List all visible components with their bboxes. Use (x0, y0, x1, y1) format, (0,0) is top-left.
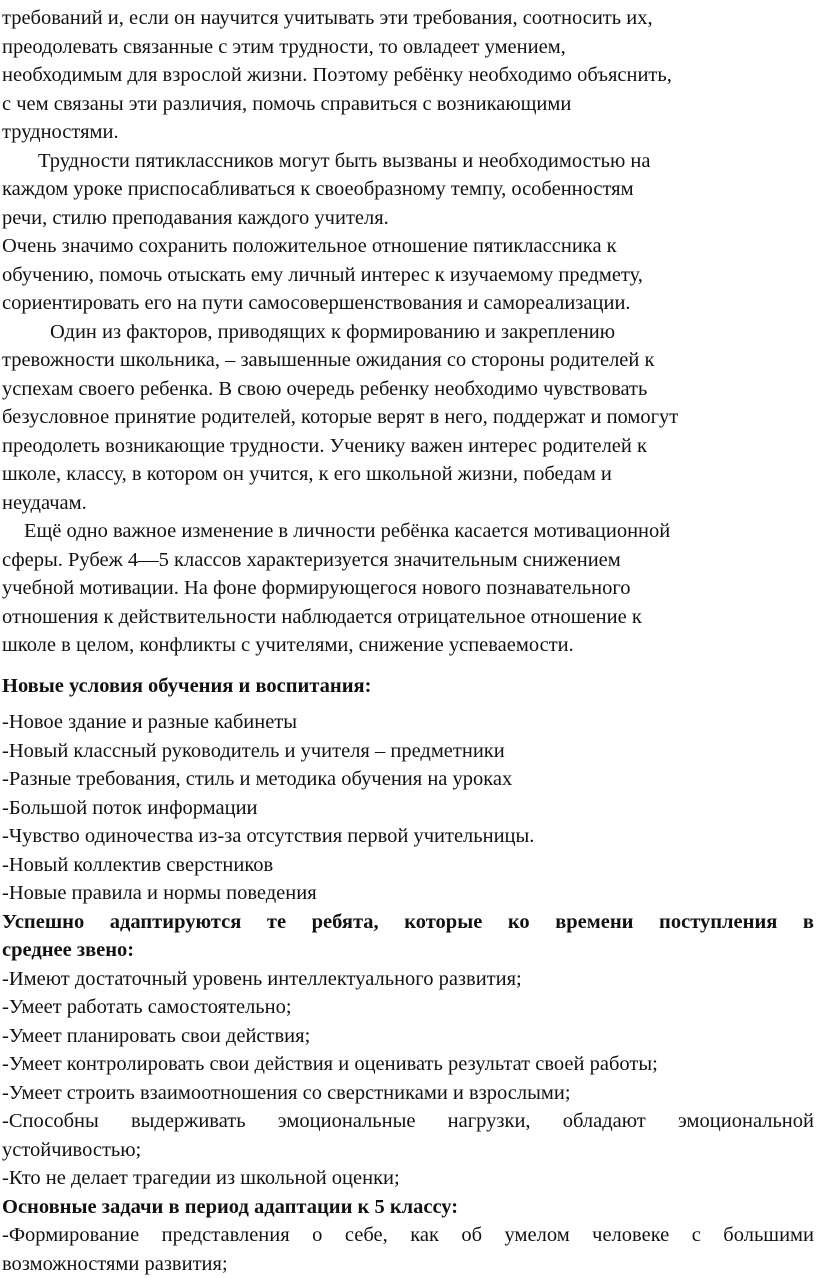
text-line: тревожности школьника, – завышенные ожидания со стороны родителей к (2, 346, 814, 375)
list-item: -Формирование представления о себе, как об умелом человеке с большими (2, 1221, 814, 1250)
text-line: школе, классу, в котором он учится, к его школьной жизни, победам и (2, 460, 814, 489)
list-item-continued: устойчивостью; (2, 1136, 814, 1165)
text-line: учебной мотивации. На фоне формирующегося нового познавательного (2, 574, 814, 603)
text-line: отношения к действительности наблюдается отрицательное отношение к (2, 603, 814, 632)
text-line: школе в целом, конфликты с учителями, снижение успеваемости. (2, 631, 814, 660)
paragraph-anxiety-factors (2, 318, 814, 518)
text-line: Трудности пятиклассников могут быть вызваны и необходимостью на (2, 147, 814, 176)
list-item: -Кто не делает трагедии из школьной оценки; (2, 1164, 814, 1193)
section-heading: Новые условия обучения и воспитания: (2, 672, 814, 701)
text-line: речи, стилю преподавания каждого учителя. (2, 204, 814, 233)
list-item: -Имеют достаточный уровень интеллектуального развития; (2, 965, 814, 994)
paragraph-positive-attitude (2, 232, 814, 318)
list-item: -Умеет строить взаимоотношения со сверстниками и взрослыми; (2, 1079, 814, 1108)
text-line: неудачам. (2, 489, 814, 518)
list-item: -Новые правила и нормы поведения (2, 879, 814, 908)
text-line: трудностями. (2, 118, 814, 147)
section-successful-adaptation (2, 908, 814, 1193)
paragraph-requirements (2, 4, 814, 147)
list-item: -Умеет работать самостоятельно; (2, 993, 814, 1022)
text-line: обучению, помочь отыскать ему личный интерес к изучаемому предмету, (2, 261, 814, 290)
list-item-continued: возможностями развития; (2, 1250, 814, 1278)
list-item: -Новое здание и разные кабинеты (2, 708, 814, 737)
section-heading: Успешно адаптируются те ребята, которые ко времени поступления в (2, 908, 814, 937)
text-line: необходимым для взрослой жизни. Поэтому ребёнку необходимо объяснить, (2, 61, 814, 90)
text-line: успехам своего ребенка. В свою очередь ребенку необходимо чувствовать (2, 375, 814, 404)
text-line: Один из факторов, приводящих к формированию и закреплению (2, 318, 814, 347)
list-item: -Умеет планировать свои действия; (2, 1022, 814, 1051)
list-item: -Большой поток информации (2, 794, 814, 823)
list-item: -Разные требования, стиль и методика обучения на уроках (2, 765, 814, 794)
text-line: каждом уроке приспосабливаться к своеобразному темпу, особенностям (2, 175, 814, 204)
list-item: -Новый классный руководитель и учителя – предметники (2, 737, 814, 766)
text-line: сферы. Рубеж 4—5 классов характеризуется значительным снижением (2, 546, 814, 575)
text-line: Ещё одно важное изменение в личности ребёнка касается мотивационной (2, 517, 814, 546)
paragraph-motivation (2, 517, 814, 660)
section-new-conditions (2, 672, 814, 908)
text-line: преодолевать связанные с этим трудности, то овладеет умением, (2, 33, 814, 62)
list-item: -Умеет контролировать свои действия и оценивать результат своей работы; (2, 1050, 814, 1079)
list-item: -Чувство одиночества из-за отсутствия первой учительницы. (2, 822, 814, 851)
paragraph-difficulties (2, 147, 814, 233)
text-line: сориентировать его на пути самосовершенствования и самореализации. (2, 289, 814, 318)
text-line: преодолеть возникающие трудности. Ученику важен интерес родителей к (2, 432, 814, 461)
list-item: -Способны выдерживать эмоциональные нагрузки, обладают эмоциональной (2, 1107, 814, 1136)
text-line: безусловное принятие родителей, которые верят в него, поддержат и помогут (2, 403, 814, 432)
section-heading-continued: среднее звено: (2, 936, 814, 965)
section-main-tasks (2, 1193, 814, 1278)
text-line: требований и, если он научится учитывать эти требования, соотносить их, (2, 4, 814, 33)
text-line: с чем связаны эти различия, помочь справиться с возникающими (2, 90, 814, 119)
section-heading: Основные задачи в период адаптации к 5 классу: (2, 1193, 814, 1222)
text-line: Очень значимо сохранить положительное отношение пятиклассника к (2, 232, 814, 261)
list-item: -Новый коллектив сверстников (2, 851, 814, 880)
